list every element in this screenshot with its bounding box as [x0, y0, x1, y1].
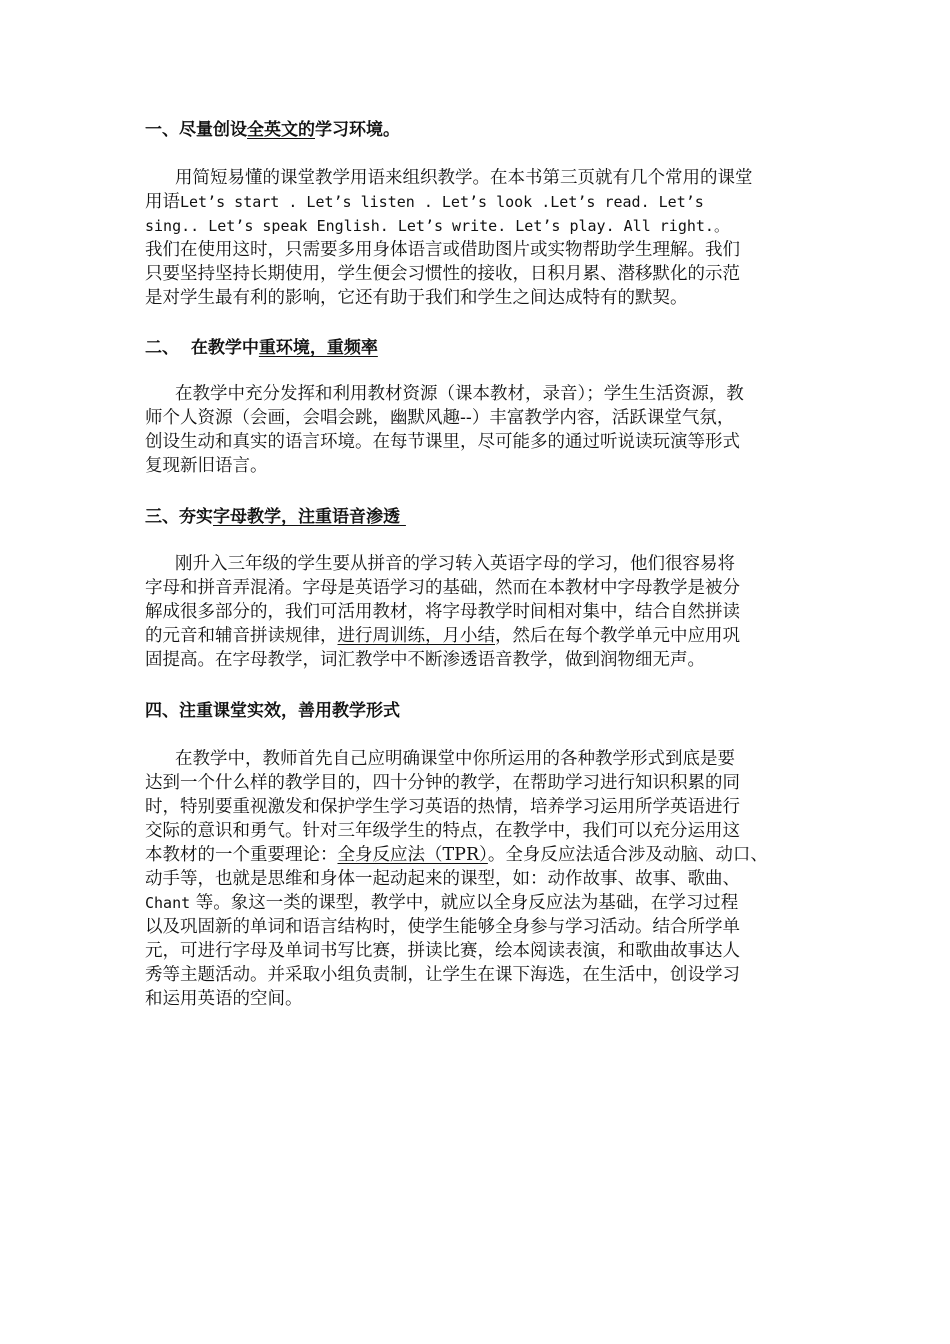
- section-4-line: 元，可进行字母及单词书写比赛，拼读比赛，绘本阅读表演，和歌曲故事达人: [145, 941, 740, 961]
- section-3-line-text: ，然后在每个教学单元中应用巩: [495, 626, 740, 646]
- section-3-line: 刚升入三年级的学生要从拼音的学习转入英语字母的学习，他们很容易将: [175, 554, 735, 574]
- section-3-heading-prefix: 三、夯实: [145, 507, 213, 527]
- section-4-line: [145, 891, 738, 915]
- section-3-line: 解成很多部分的，我们可活用教材，将字母教学时间相对集中，结合自然拼读: [145, 602, 740, 622]
- section-3-line: 字母和拼音弄混淆。字母是英语学习的基础，然而在本教材中字母教学是被分: [145, 578, 740, 598]
- section-1-english-phrases: Let’s start . Let’s listen . Let’s look .Let’s read. Let’s: [180, 193, 704, 211]
- section-4-line: 以及巩固新的单词和语言结构时，使学生能够全身参与学习活动。结合所学单: [145, 917, 740, 937]
- section-2-heading-underlined: 重环境，重频率: [258, 338, 378, 358]
- section-2-heading: [145, 336, 378, 360]
- section-1-line: [145, 190, 704, 214]
- section-4-line: 时，特别要重视激发和保护学生学习英语的热情，培养学习运用所学英语进行: [145, 797, 740, 817]
- section-2-line: 师个人资源（会画，会唱会跳，幽默风趣--）丰富教学内容，活跃课堂气氛，: [145, 408, 735, 428]
- section-3-heading: [145, 505, 406, 529]
- section-2-heading-prefix: 二、 在教学中: [145, 338, 259, 358]
- section-4-heading: 四、注重课堂实效，善用教学形式: [145, 701, 400, 721]
- section-1-line-text: 用语: [145, 192, 180, 212]
- section-2-line: 创设生动和真实的语言环境。在每节课里，尽可能多的通过听说读玩演等形式: [145, 432, 740, 452]
- section-4-line: 和运用英语的空间。: [145, 989, 303, 1009]
- section-2-line: 复现新旧语言。: [145, 456, 268, 476]
- section-4-line-text: 等。象这一类的课型，教学中，就应以全身反应法为基础，在学习过程: [195, 893, 739, 913]
- section-1-line: 我们在使用这时，只需要多用身体语言或借助图片或实物帮助学生理解。我们: [145, 240, 740, 260]
- section-3-line: [145, 624, 740, 648]
- section-3-underlined-phrase: 进行周训练，月小结: [337, 626, 495, 646]
- section-4-line: 动手等，也就是思维和身体一起动起来的课型，如：动作故事、故事、歌曲、: [145, 869, 740, 889]
- section-4-line-text: 。全身反应法适合涉及动脑、动口、: [487, 845, 768, 865]
- section-1-line: 只要坚持坚持长期使用，学生便会习惯性的接收，日积月累、潜移默化的示范: [145, 264, 740, 284]
- section-1-heading-underlined: 全英文的: [247, 120, 315, 140]
- section-2-line: 在教学中充分发挥和利用教材资源（课本教材，录音）；学生生活资源，教: [175, 384, 744, 404]
- section-1-heading-prefix: 一、尽量创设: [145, 120, 247, 140]
- section-4-line-text: 本教材的一个重要理论：: [145, 845, 338, 865]
- section-3-line-text: 的元音和辅音拼读规律，: [145, 626, 338, 646]
- section-1-heading: [145, 118, 400, 142]
- section-4-underlined-phrase: 全身反应法（TPR）: [337, 845, 488, 865]
- section-4-line: [145, 843, 768, 867]
- section-1-line: 是对学生最有利的影响，它还有助于我们和学生之间达成特有的默契。: [145, 288, 688, 308]
- section-4-line: 达到一个什么样的教学目的，四十分钟的教学，在帮助学习进行知识积累的同: [145, 773, 740, 793]
- section-4-line: 在教学中，教师首先自己应明确课堂中你所运用的各种教学形式到底是要: [175, 749, 735, 769]
- section-1-heading-suffix: 学习环境。: [315, 120, 400, 140]
- section-3-heading-underlined: 字母教学，注重语音渗透: [213, 507, 406, 527]
- section-4-chant-word: Chant: [145, 894, 191, 912]
- section-4-line: 秀等主题活动。并采取小组负责制，让学生在课下海选，在生活中，创设学习: [145, 965, 740, 985]
- section-3-line: 固提高。在字母教学，词汇教学中不断渗透语音教学，做到润物细无声。: [145, 650, 705, 670]
- section-1-line: 用简短易懂的课堂教学用语来组织教学。在本书第三页就有几个常用的课堂: [175, 168, 753, 188]
- section-1-english-phrases-cont: sing.. Let’s speak English. Let’s write. Let’s play. All right.。: [145, 217, 729, 235]
- section-4-line: 交际的意识和勇气。针对三年级学生的特点，在教学中，我们可以充分运用这: [145, 821, 740, 841]
